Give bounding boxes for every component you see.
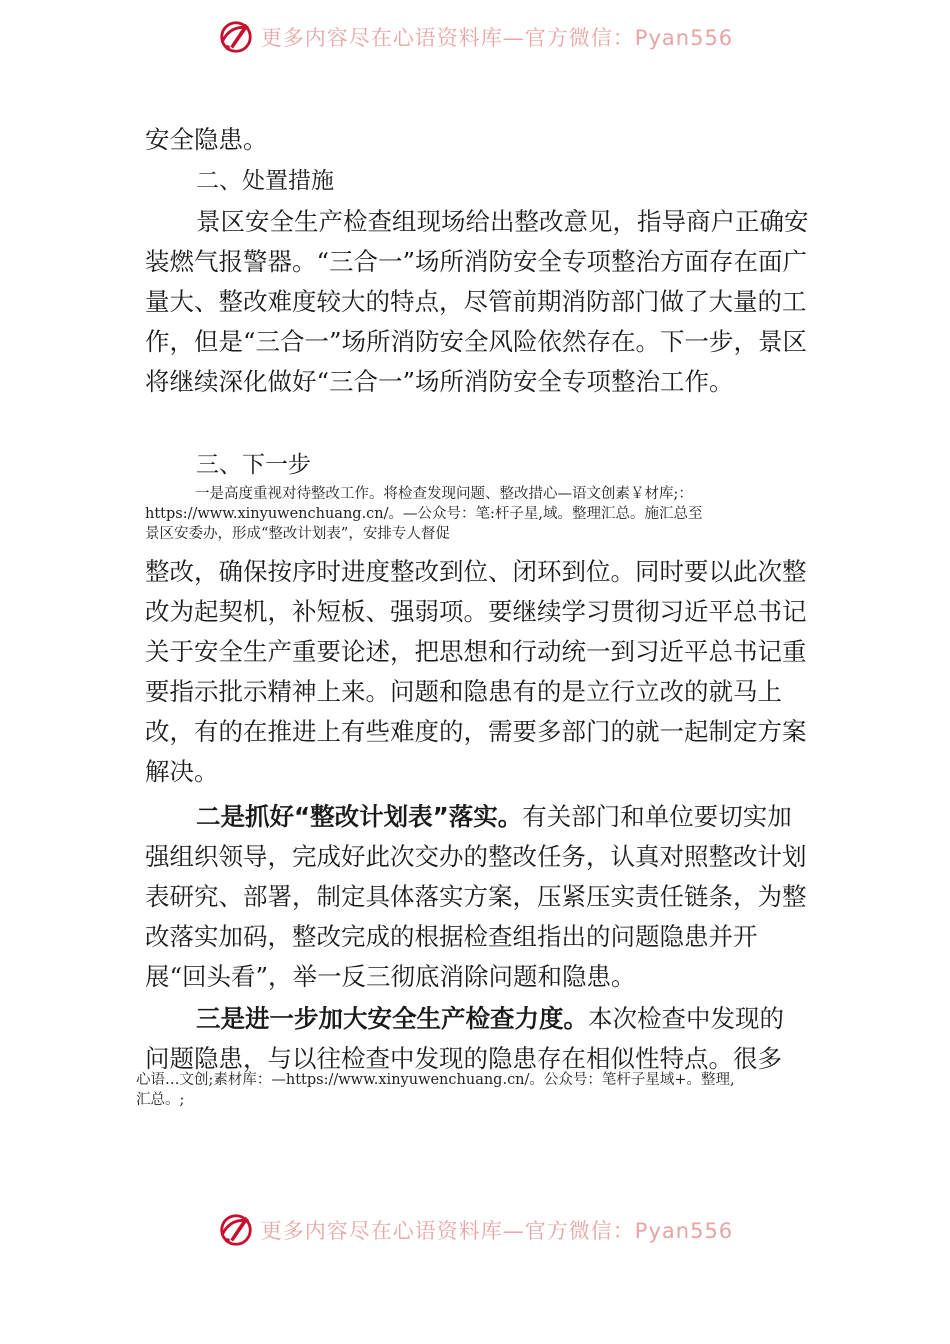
watermark-text: 更多内容尽在心语资料库—官方微信：Pyan556 bbox=[260, 26, 734, 50]
note-line: 一是高度重视对待整改工作。将检查发现问题、整改措心—语文创素￥材库;： bbox=[195, 486, 693, 502]
note-line: 汇总。; bbox=[136, 1092, 185, 1108]
paragraph-body: 本次检查中发现的 bbox=[588, 1004, 784, 1033]
brand-logo-icon bbox=[217, 18, 255, 56]
bold-lead: 二是抓好“整改计划表”落实。 bbox=[196, 802, 523, 831]
watermark-text: 更多内容尽在心语资料库—官方微信：Pyan556 bbox=[260, 1219, 734, 1243]
paragraph-inspection bbox=[145, 999, 810, 1039]
watermark-banner-top bbox=[0, 12, 950, 62]
paragraph-inspection-line2: 问题隐患，与以往检查中发现的隐患存在相似性特点。很多 bbox=[145, 1044, 782, 1073]
section-heading-next-steps: 三、下一步 bbox=[196, 452, 311, 478]
section-heading-measures: 二、处置措施 bbox=[196, 168, 334, 194]
paragraph-measures: 景区安全生产检查组现场给出整改意见，指导商户正确安装燃气报警器。“三合一”场所消防安全专项整治方面存在面广量大、整改难度较大的特点，尽管前期消防部门做了大量的工作，但是“三合一”场所消防安全风险依然存在。下一步，景区将继续深化做好“三合一”场所消防安全专项整治工作。 bbox=[145, 207, 809, 396]
watermark-banner-bottom bbox=[0, 1205, 950, 1255]
bold-lead: 三是进一步加大安全生产检查力度。 bbox=[196, 1004, 588, 1033]
note-line: https://www.xinyuwenchuang.cn/。—公众号：笔:杆子星,域。整理汇总。施汇总至 bbox=[145, 506, 703, 522]
paragraph-body: 有关部门和单位要切实加强组织领导，完成好此次交办的整改任务，认真对照整改计划表研究、部署，制定具体落实方案，压紧压实责任链条，为整改落实加码，整改完成的根据检查组指出的问题隐患并开展“回头看”，举一反三彻底消除问题和隐患。 bbox=[145, 802, 807, 991]
paragraph-rectification: 整改，确保按序时进度整改到位、闭环到位。同时要以此次整改为起契机，补短板、强弱项。要继续学习贯彻习近平总书记关于安全生产重要论述，把思想和行动统一到习近平总书记重要指示批示精神上来。问题和隐患有的是立行立改的就马上改，有的在推进上有些难度的，需要多部门的就一起制定方案解决。 bbox=[145, 557, 807, 786]
note-line: 心语…文创;素材库：—https://www.xinyuwenchuang.cn/。公众号：笔杆子星域+。整理, bbox=[136, 1072, 735, 1088]
paragraph-plan-table bbox=[145, 797, 810, 997]
paragraph-continuation: 安全隐患。 bbox=[145, 125, 268, 154]
brand-logo-icon bbox=[217, 1211, 255, 1249]
note-line: 景区安委办，形成“整改计划表”，安排专人督促 bbox=[145, 526, 450, 542]
